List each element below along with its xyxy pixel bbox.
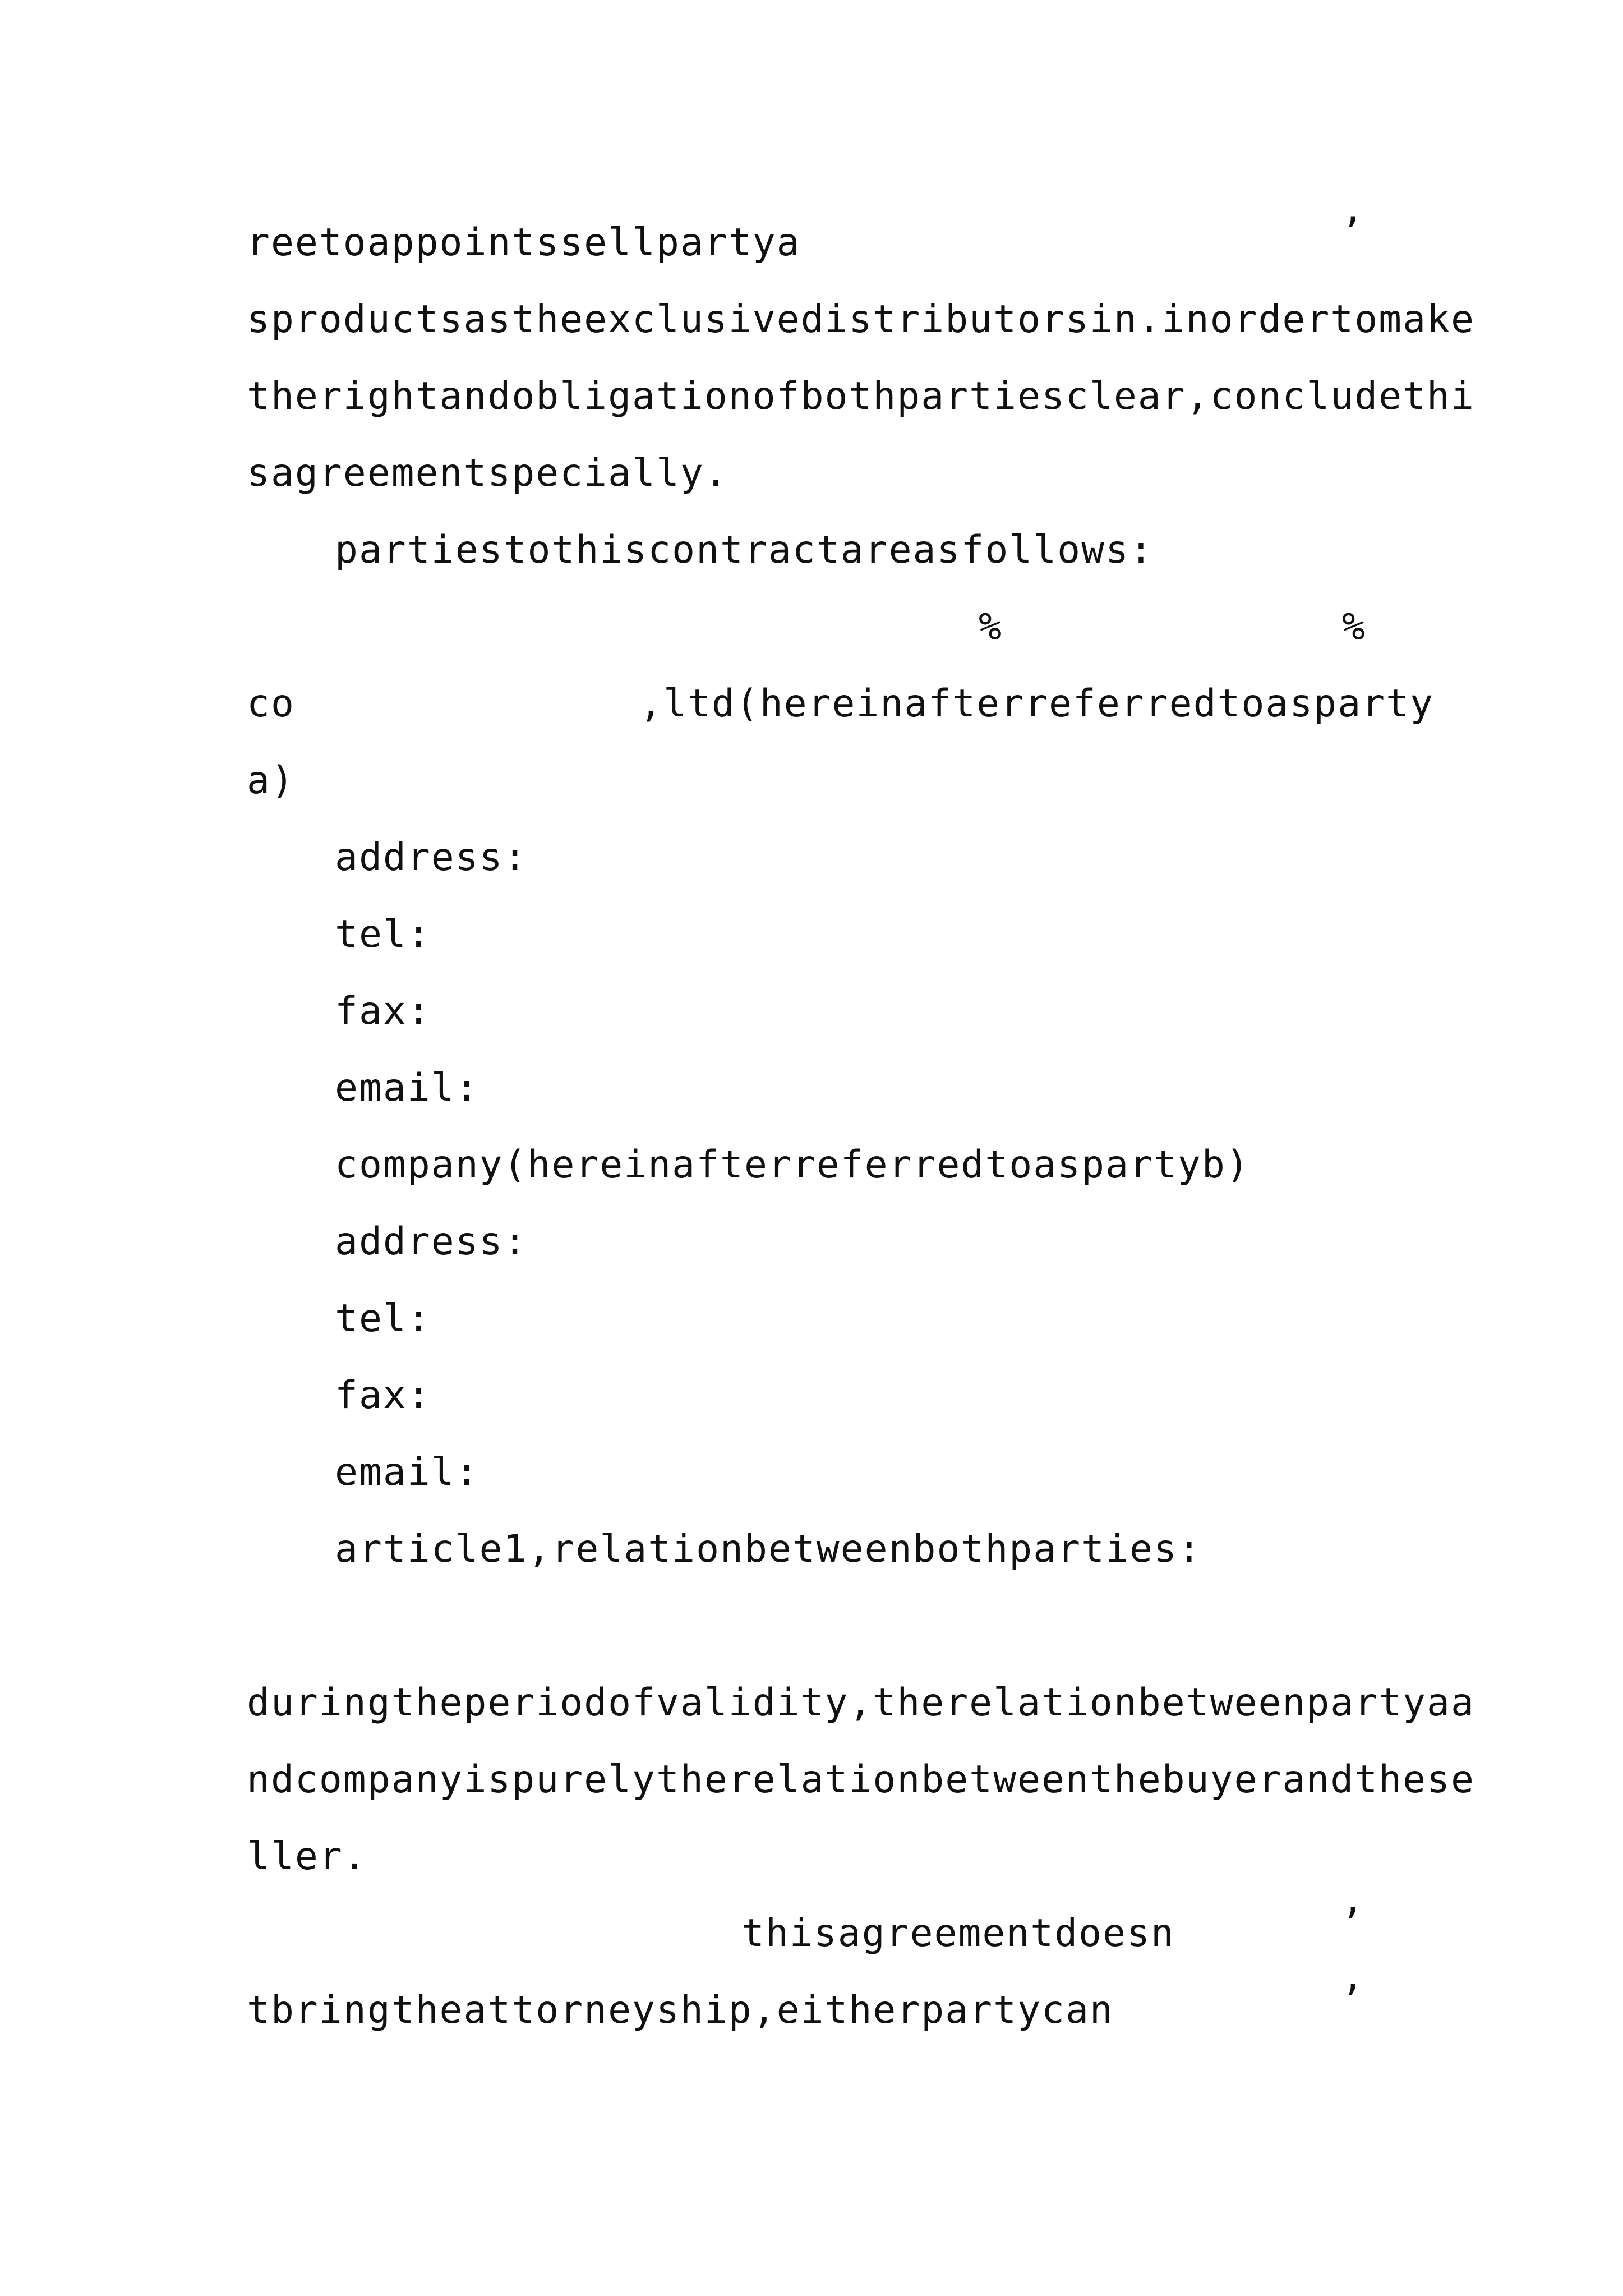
field-label-fax: fax: <box>335 1373 431 1418</box>
text-line: a) <box>247 758 295 803</box>
field-label-address: address: <box>335 1220 528 1264</box>
percent-sign: % <box>1342 605 1366 649</box>
apostrophe-mark: ’ <box>1340 1901 1364 1945</box>
apostrophe-mark: ’ <box>1340 210 1364 255</box>
text-line: sagreementspecially. <box>247 451 728 495</box>
text-line: ,ltd(hereinafterreferredtoasparty <box>639 682 1435 726</box>
text-line: sproductsastheexclusivedistributorsin.inordertomake <box>247 297 1475 342</box>
field-label-email: email: <box>335 1066 479 1110</box>
field-label-email: email: <box>335 1450 479 1494</box>
text-line: reetoappointssellpartya <box>247 220 801 265</box>
field-label-tel: tel: <box>335 1296 431 1341</box>
field-label-address: address: <box>335 835 528 880</box>
text-line: partiestothiscontractareasfollows: <box>335 528 1154 572</box>
field-label-fax: fax: <box>335 989 431 1033</box>
article-heading: article1,relationbetweenbothparties: <box>335 1527 1202 1571</box>
text-line: ndcompanyispurelytherelationbetweenthebuyerandthese <box>247 1757 1475 1802</box>
field-label-tel: tel: <box>335 912 431 956</box>
apostrophe-mark: ’ <box>1340 1978 1364 2022</box>
percent-sign: % <box>979 605 1003 649</box>
text-line: therightandobligationofbothpartiesclear,concludethi <box>247 374 1475 418</box>
text-line: thisagreementdoesn <box>741 1911 1175 1955</box>
text-line: co <box>247 682 295 726</box>
text-line: company(hereinafterreferredtoaspartyb) <box>335 1143 1250 1187</box>
text-line: duringtheperiodofvalidity,therelationbetweenpartyaa <box>247 1681 1475 1725</box>
text-line: tbringtheattorneyship,eitherpartycan <box>247 1988 1114 2032</box>
text-line: ller. <box>247 1834 367 1879</box>
